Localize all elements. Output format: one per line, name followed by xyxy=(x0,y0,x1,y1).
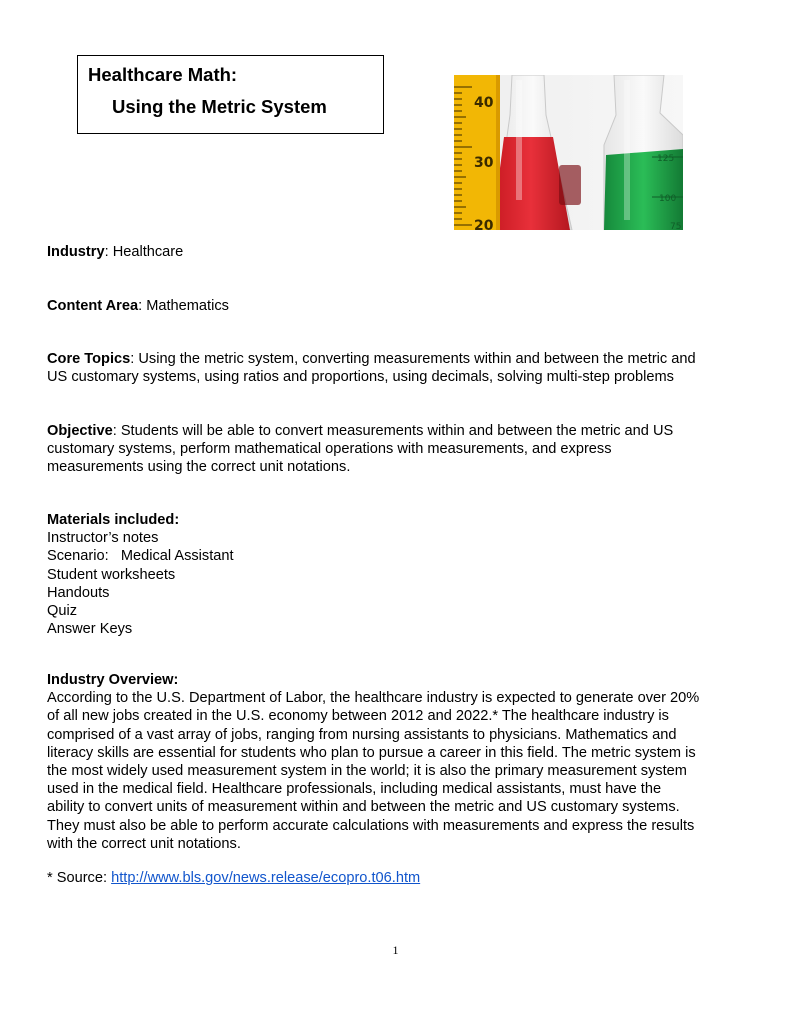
core-topics-field: Core Topics: Using the metric system, converting measurements within and between the metric and US customary systems, using ratios and proportions, using decimals, solving multi-step problems xyxy=(47,350,747,386)
overview-line: of all new jobs created in the U.S. economy between 2012 and 2022.* The healthcare industry is xyxy=(47,708,669,725)
materials-item: Scenario: Medical Assistant xyxy=(47,548,234,565)
objective-line: measurements using the correct unit notations. xyxy=(47,459,351,476)
source-link[interactable]: http://www.bls.gov/news.release/ecopro.t06.htm xyxy=(111,870,421,886)
content-area-field: Content Area: Mathematics xyxy=(47,298,229,314)
industry-value: Healthcare xyxy=(112,244,184,260)
objective-line: customary systems, perform mathematical operations with measurements, and express xyxy=(47,441,612,458)
industry-label: Industry xyxy=(47,244,105,260)
flask-label: 75 xyxy=(670,222,682,230)
source-prefix: * Source: xyxy=(47,870,108,886)
materials-item: Quiz xyxy=(47,603,78,620)
objective-field: Objective: Students will be able to convert measurements within and between the metric and US customary systems, perform mathematical operations with measurements, and express measurements using the correct unit notations. xyxy=(47,422,747,477)
source-note xyxy=(47,869,747,887)
measuring-ruler xyxy=(454,75,500,230)
objective-line: Students will be able to convert measurements within and between the metric and US xyxy=(120,423,674,439)
flask-label: 100 xyxy=(659,194,677,204)
materials-item: Handouts xyxy=(47,584,110,601)
ruler-label: 30 xyxy=(474,155,494,171)
industry-field: Industry: Healthcare xyxy=(47,244,184,260)
flask-label: 125 xyxy=(657,154,675,164)
ruler-label: 40 xyxy=(474,95,494,111)
overview-line: comprised of a vast array of jobs, ranging from nursing assistants to physicians. Mathematics and xyxy=(47,726,677,743)
overview-line: the most widely used measurement system in the world; it is also the primary measurement system xyxy=(47,763,687,780)
overview-line: literacy skills are essential for students who plan to pursue a career in this field. The metric system is xyxy=(47,744,696,761)
materials-item: Student worksheets xyxy=(47,566,176,583)
content-area-label: Content Area xyxy=(47,298,139,314)
industry-overview-heading: Industry Overview: xyxy=(47,672,179,688)
core-topics-line: Using the metric system, converting measurements within and between the metric and xyxy=(138,351,696,367)
title-box xyxy=(77,55,384,134)
overview-line: According to the U.S. Department of Labor, the healthcare industry is expected to generate over 20% xyxy=(47,690,700,707)
content-area-value: Mathematics xyxy=(146,298,229,314)
materials-heading: Materials included: xyxy=(47,512,180,528)
title-line-1: Healthcare Math: xyxy=(88,64,238,85)
overview-line: used in the medical field. Healthcare professionals, including medical assistants, must have the xyxy=(47,781,662,798)
overview-line: They must also be able to perform accurate calculations with measurements and express the results xyxy=(47,817,695,834)
page-number: 1 xyxy=(392,943,399,957)
lab-flasks-image xyxy=(454,75,683,230)
core-topics-line: US customary systems, using ratios and proportions, using decimals, solving multi-step problems xyxy=(47,369,674,386)
materials-item: Instructor’s notes xyxy=(47,530,159,547)
industry-overview-section xyxy=(47,671,747,853)
materials-item: Answer Keys xyxy=(47,621,133,638)
objective-label: Objective xyxy=(47,423,113,439)
title-line-2: Using the Metric System xyxy=(112,96,327,117)
overview-line: ability to convert units of measurement within and between the metric and US customary systems. xyxy=(47,799,680,816)
overview-line: with the correct unit notations. xyxy=(47,835,241,852)
core-topics-label: Core Topics xyxy=(47,351,131,367)
ruler-label: 20 xyxy=(474,218,494,230)
materials-section xyxy=(47,511,747,638)
